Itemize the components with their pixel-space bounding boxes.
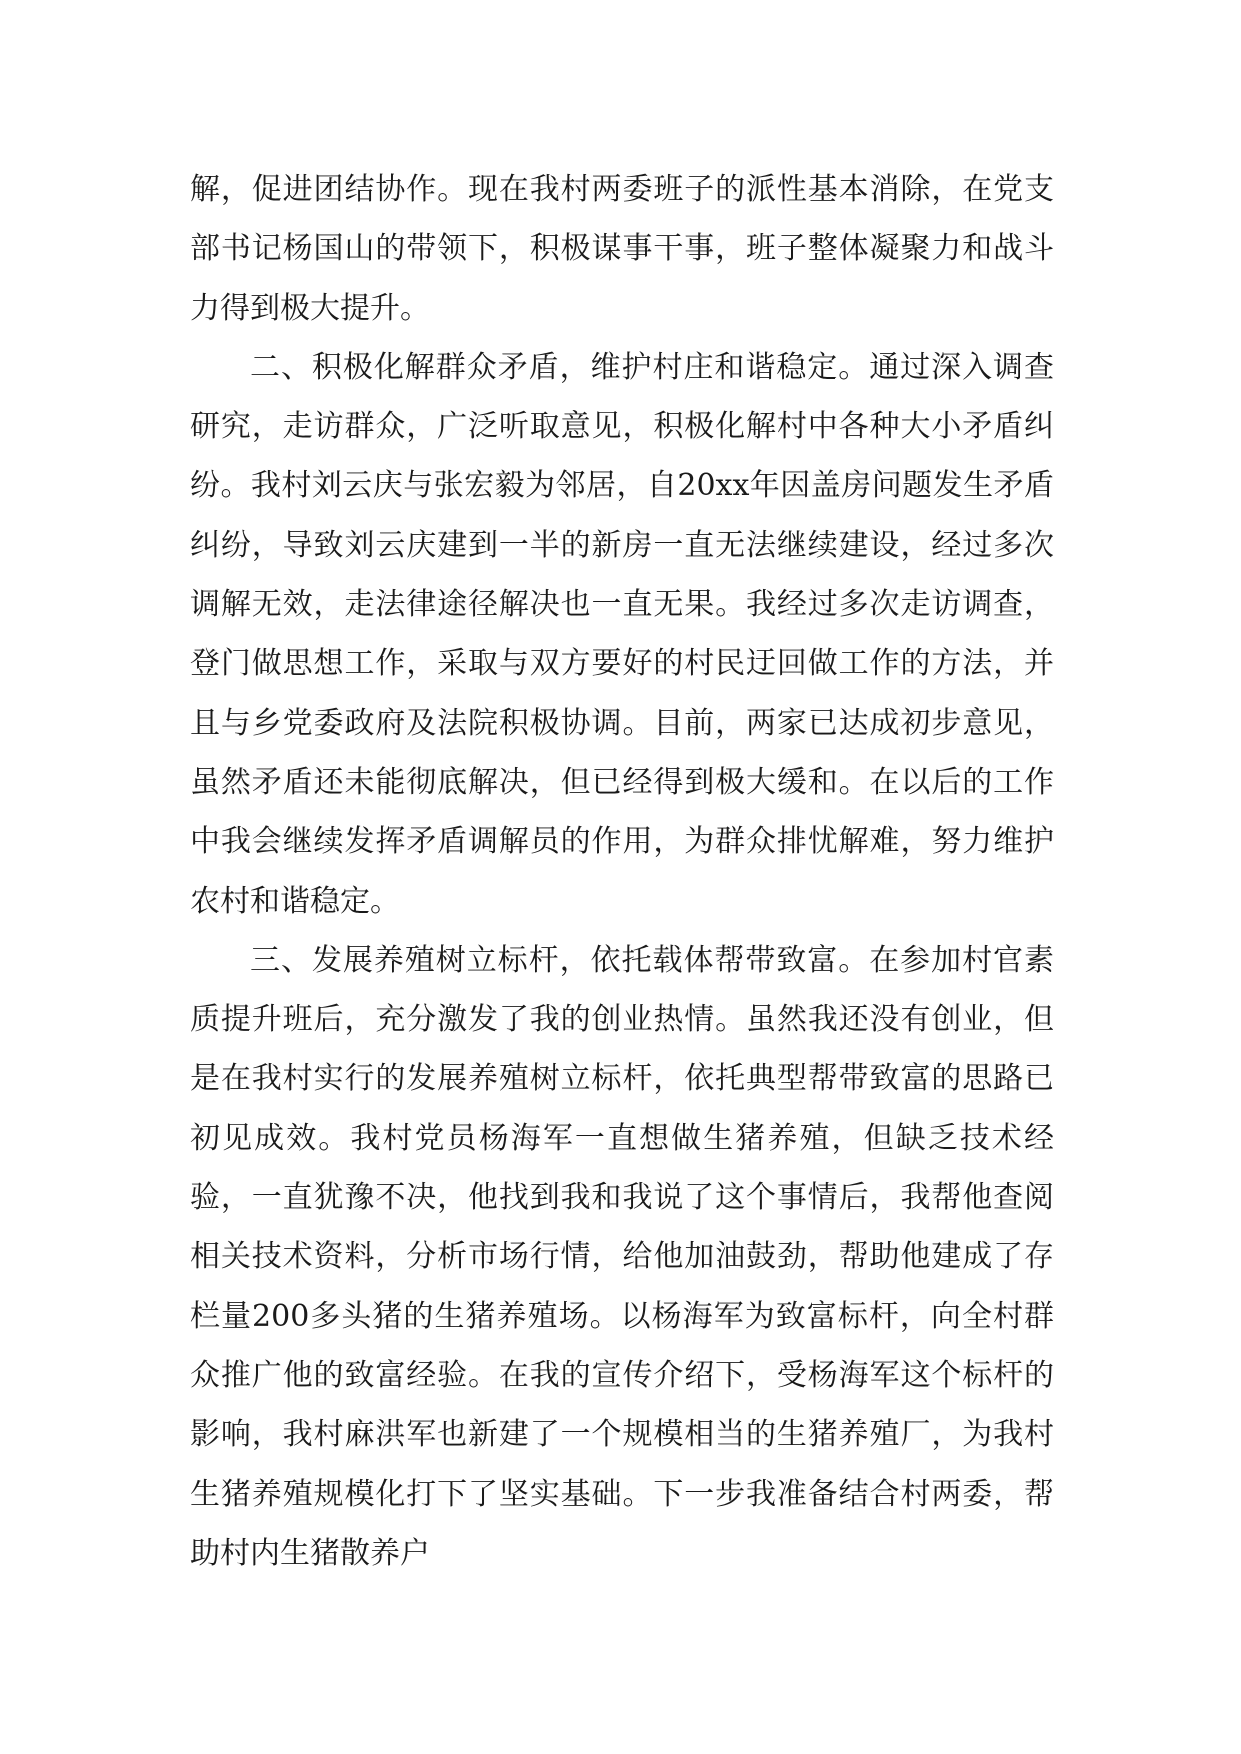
paragraph-continuation: 解，促进团结协作。现在我村两委班子的派性基本消除，在党支部书记杨国山的带领下，积极谋事干事，班子整体凝聚力和战斗力得到极大提升。 <box>190 172 1054 326</box>
paragraph-section-three: 三、发展养殖树立标杆，依托载体帮带致富。在参加村官素质提升班后，充分激发了我的创业热情。虽然我还没有创业，但是在我村实行的发展养殖树立标杆，依托典型帮带致富的思路已初见成效。我村党员杨海军一直想做生猪养殖，但缺乏技术经验，一直犹豫不决，他找到我和我说了这个事情后，我帮他查阅相关技术资料，分析市场行情，给他加油鼓劲，帮助他建成了存栏量200多头猪的生猪养殖场。以杨海军为致富标杆，向全村群众推广他的致富经验。在我的宣传介绍下，受杨海军这个标杆的影响，我村麻洪军也新建了一个规模相当的生猪养殖厂，为我村生猪养殖规模化打下了坚实基础。下一步我准备结合村两委，帮助村内生猪散养户 <box>190 942 1054 1571</box>
document-body <box>190 160 1054 1583</box>
paragraph-section-two: 二、积极化解群众矛盾，维护村庄和谐稳定。通过深入调查研究，走访群众，广泛听取意见，积极化解村中各种大小矛盾纠纷。我村刘云庆与张宏毅为邻居，自20xx年因盖房问题发生矛盾纠纷，导致刘云庆建到一半的新房一直无法继续建设，经过多次调解无效，走法律途径解决也一直无果。我经过多次走访调查，登门做思想工作，采取与双方要好的村民迂回做工作的方法，并且与乡党委政府及法院积极协调。目前，两家已达成初步意见，虽然矛盾还未能彻底解决，但已经得到极大缓和。在以后的工作中我会继续发挥矛盾调解员的作用，为群众排忧解难，努力维护农村和谐稳定。 <box>190 349 1054 919</box>
